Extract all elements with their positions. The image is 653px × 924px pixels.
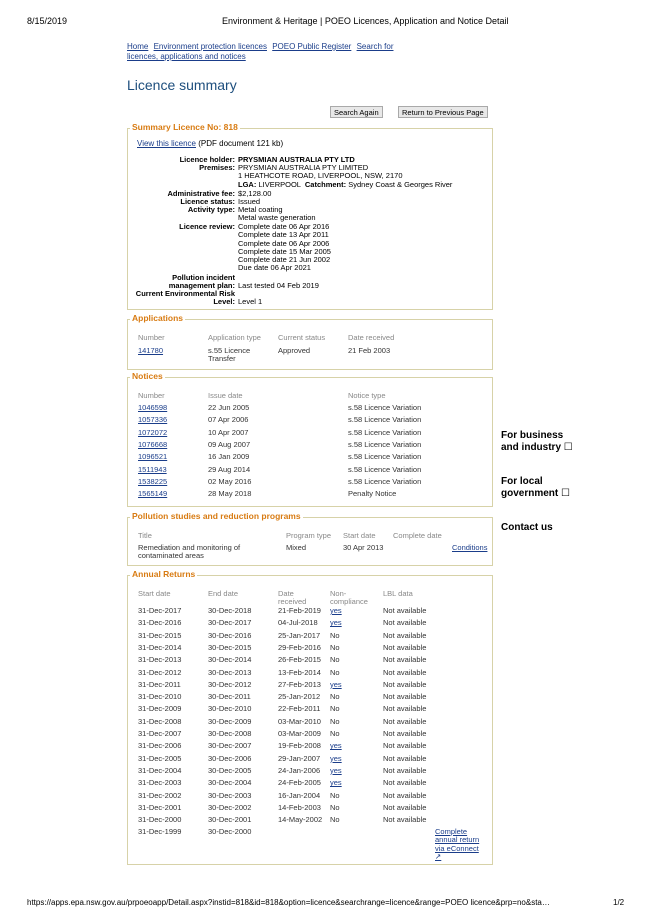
ar-received-date: 29-Jan-2007 bbox=[278, 753, 321, 763]
application-type-1: s.55 Licence bbox=[208, 346, 251, 355]
ar-received-date: 16-Jan-2004 bbox=[278, 790, 321, 800]
ar-end-date: 30-Dec-2001 bbox=[208, 815, 252, 825]
pollution-label-1: Pollution incident bbox=[172, 273, 235, 282]
page-title: Licence summary bbox=[127, 77, 237, 93]
ar-start-date: 31-Dec-2017 bbox=[138, 606, 182, 615]
econnect-line-3: via eConnect bbox=[435, 843, 479, 853]
print-title: Environment & Heritage | POEO Licences, Application and Notice Detail bbox=[222, 16, 509, 26]
notice-date: 10 Apr 2007 bbox=[208, 427, 249, 437]
app-col-status: Current status bbox=[278, 333, 326, 342]
fee-value: $2,128.00 bbox=[238, 189, 272, 198]
summary-fields bbox=[128, 156, 494, 311]
ar-noncompliance: No bbox=[330, 729, 340, 738]
ar-noncompliance-link[interactable]: yes bbox=[330, 765, 342, 775]
ar-noncompliance: No bbox=[330, 692, 340, 702]
study-col-start: Start date bbox=[343, 531, 376, 540]
ar-received-date: 13-Feb-2014 bbox=[278, 667, 321, 677]
ar-lbl-data: Not available bbox=[383, 704, 427, 714]
study-type: Mixed bbox=[286, 543, 307, 552]
premises-name: PRYSMIAN AUSTRALIA PTY LIMITED bbox=[238, 163, 369, 172]
econnect-link[interactable] bbox=[435, 828, 479, 861]
ar-end-date: 30-Dec-2011 bbox=[208, 692, 251, 702]
ar-start-date: 31-Dec-2016 bbox=[138, 618, 182, 628]
study-conditions-link[interactable]: Conditions bbox=[452, 543, 488, 552]
ar-noncompliance: No bbox=[330, 802, 340, 812]
ar-lbl-data: Not available bbox=[383, 642, 427, 652]
notice-type: s.58 Licence Variation bbox=[348, 476, 422, 486]
review-4: Complete date 15 Mar 2005 bbox=[238, 247, 331, 256]
breadcrumb-home-link[interactable]: Home bbox=[127, 42, 149, 51]
study-col-type: Program type bbox=[286, 531, 332, 540]
review-label: Licence review: bbox=[179, 222, 235, 231]
summary-section bbox=[127, 122, 493, 310]
ar-lbl-data: Not available bbox=[383, 753, 427, 763]
print-url: https://apps.epa.nsw.gov.au/prpoeoapp/Detail.aspx?instid=818&id=818&option=licence&searchrange=licence&range=POEO licence&prp=no&sta… bbox=[27, 898, 550, 907]
holder-value: PRYSMIAN AUSTRALIA PTY LTD bbox=[238, 155, 355, 164]
ar-col-received-2: received bbox=[278, 597, 307, 606]
ar-noncompliance: No bbox=[330, 655, 340, 665]
app-col-date: Date received bbox=[348, 333, 395, 342]
ar-start-date: 31-Dec-2011 bbox=[138, 679, 181, 689]
ar-noncompliance: No bbox=[330, 630, 340, 640]
ar-start-date: 31-Dec-2006 bbox=[138, 741, 182, 751]
notice-type: s.58 Licence Variation bbox=[348, 452, 422, 462]
notices-section bbox=[127, 371, 493, 507]
ar-lbl-data: Not available bbox=[383, 679, 427, 689]
notice-date: 29 Aug 2014 bbox=[208, 464, 251, 474]
app-col-number: Number bbox=[138, 333, 165, 342]
ar-end-date: 30-Dec-2003 bbox=[208, 790, 252, 800]
notice-type: s.58 Licence Variation bbox=[348, 464, 422, 474]
view-licence-link[interactable]: View this licence bbox=[137, 139, 196, 148]
ar-noncompliance: No bbox=[330, 790, 340, 800]
ar-lbl-data: Not available bbox=[383, 741, 427, 751]
annual-returns-heading: Annual Returns bbox=[132, 569, 196, 579]
sidebar-business-link[interactable] bbox=[501, 430, 573, 454]
ar-col-lbl: LBL data bbox=[383, 589, 413, 598]
sidebar-business-line-2: and industry bbox=[501, 442, 562, 453]
search-again-button[interactable]: Search Again bbox=[330, 106, 383, 118]
breadcrumb-env-link[interactable]: Environment protection licences bbox=[153, 42, 267, 51]
ar-received-date: 29-Feb-2016 bbox=[278, 642, 321, 652]
print-page-number: 1/2 bbox=[613, 898, 625, 907]
econnect-line-1: Complete bbox=[435, 827, 468, 836]
ar-received-date: 27-Feb-2013 bbox=[278, 679, 321, 689]
breadcrumb-register-link[interactable]: POEO Public Register bbox=[272, 42, 352, 51]
notice-type: s.58 Licence Variation bbox=[348, 427, 422, 437]
ar-col-nc-1: Non- bbox=[330, 589, 347, 598]
ar-noncompliance: No bbox=[330, 704, 340, 714]
application-type-2: Transfer bbox=[208, 354, 236, 363]
notice-date: 28 May 2018 bbox=[208, 489, 252, 499]
risk-label-1: Current Environmental Risk bbox=[135, 289, 235, 298]
return-previous-button[interactable]: Return to Previous Page bbox=[398, 106, 488, 118]
notice-number-link[interactable]: 1511943 bbox=[138, 464, 167, 474]
licence-number: 818 bbox=[223, 122, 238, 132]
expand-box-icon: ☐ bbox=[561, 488, 570, 499]
ar-end-date: 30-Dec-2018 bbox=[208, 606, 252, 615]
ar-end-date: 30-Dec-2015 bbox=[208, 642, 252, 652]
sidebar-local-line-1: For local bbox=[501, 476, 543, 487]
pollution-value: Last tested 04 Feb 2019 bbox=[238, 281, 319, 290]
ar-lbl-data: Not available bbox=[383, 716, 427, 726]
study-col-complete: Complete date bbox=[393, 531, 442, 540]
notice-date: 07 Apr 2006 bbox=[208, 415, 249, 425]
econnect-line-2: annual return bbox=[435, 835, 480, 845]
ar-lbl-data: Not available bbox=[383, 802, 427, 812]
sidebar-local-gov-link[interactable] bbox=[501, 476, 570, 500]
review-6: Due date 06 Apr 2021 bbox=[238, 263, 311, 272]
application-status: Approved bbox=[278, 346, 311, 355]
notice-type: s.58 Licence Variation bbox=[348, 415, 422, 425]
sidebar-local-line-2: government bbox=[501, 488, 559, 499]
ar-noncompliance-link[interactable]: yes bbox=[330, 753, 342, 763]
ar-start-date: 31-Dec-2010 bbox=[138, 692, 182, 702]
ar-end-date: 30-Dec-2000 bbox=[208, 827, 252, 837]
ar-start-date: 31-Dec-2000 bbox=[138, 815, 182, 825]
summary-heading bbox=[130, 122, 240, 132]
notice-type: s.58 Licence Variation bbox=[348, 439, 422, 449]
ar-start-date: 31-Dec-2008 bbox=[138, 716, 182, 726]
ar-received-date: 14-May-2002 bbox=[278, 815, 323, 825]
view-licence-row bbox=[137, 139, 283, 148]
sidebar-contact-link[interactable]: Contact us bbox=[501, 522, 553, 533]
ar-noncompliance: No bbox=[330, 642, 340, 652]
ar-end-date: 30-Dec-2016 bbox=[208, 630, 252, 640]
risk-value: Level 1 bbox=[238, 297, 263, 306]
ar-col-end: End date bbox=[208, 589, 239, 598]
review-2: Complete date 13 Apr 2011 bbox=[238, 230, 329, 239]
ar-lbl-data: Not available bbox=[383, 815, 427, 825]
ar-end-date: 30-Dec-2004 bbox=[208, 778, 252, 788]
ar-start-date: 31-Dec-2015 bbox=[138, 630, 182, 640]
notice-number-link[interactable]: 1538225 bbox=[138, 476, 168, 486]
breadcrumb-search-link[interactable]: Search for licences, applications and notices bbox=[127, 42, 394, 61]
lga-value: LIVERPOOL bbox=[258, 180, 301, 189]
notice-col-type: Notice type bbox=[348, 391, 386, 400]
review-1: Complete date 06 Apr 2016 bbox=[238, 222, 330, 231]
ar-lbl-data: Not available bbox=[383, 692, 427, 702]
ar-noncompliance: No bbox=[330, 815, 340, 825]
ar-end-date: 30-Dec-2007 bbox=[208, 741, 252, 751]
ar-received-date: 25-Jan-2017 bbox=[278, 630, 321, 640]
ar-noncompliance: No bbox=[330, 667, 340, 677]
ar-received-date: 26-Feb-2015 bbox=[278, 655, 321, 665]
print-date: 8/15/2019 bbox=[27, 16, 68, 26]
study-start: 30 Apr 2013 bbox=[343, 543, 384, 552]
ar-start-date: 31-Dec-2012 bbox=[138, 667, 182, 677]
pollution-label-2: management plan: bbox=[168, 281, 235, 290]
ar-start-date: 31-Dec-2004 bbox=[138, 765, 182, 775]
activity-label: Activity type: bbox=[187, 205, 235, 214]
ar-end-date: 30-Dec-2013 bbox=[208, 667, 252, 677]
ar-start-date: 31-Dec-2009 bbox=[138, 704, 182, 714]
studies-section bbox=[127, 511, 493, 566]
review-3: Complete date 06 Apr 2006 bbox=[238, 239, 330, 248]
notice-type: Penalty Notice bbox=[348, 489, 397, 499]
notice-number-link[interactable]: 1057336 bbox=[138, 415, 168, 425]
application-number-link[interactable]: 141780 bbox=[138, 346, 164, 355]
ar-noncompliance-link[interactable]: yes bbox=[330, 778, 342, 788]
ar-end-date: 30-Dec-2017 bbox=[208, 618, 252, 628]
catchment-value: Sydney Coast & Georges River bbox=[348, 180, 453, 189]
ar-end-date: 30-Dec-2010 bbox=[208, 704, 252, 714]
study-col-title: Title bbox=[138, 531, 152, 540]
ar-received-date: 03-Mar-2009 bbox=[278, 729, 321, 738]
ar-col-start: Start date bbox=[138, 589, 171, 598]
ar-end-date: 30-Dec-2014 bbox=[208, 655, 252, 665]
ar-received-date: 19-Feb-2008 bbox=[278, 741, 321, 751]
ar-received-date: 03-Mar-2010 bbox=[278, 716, 321, 726]
notice-date: 22 Jun 2005 bbox=[208, 403, 250, 412]
ar-received-date: 21-Feb-2019 bbox=[278, 606, 321, 615]
ar-end-date: 30-Dec-2006 bbox=[208, 753, 252, 763]
breadcrumb bbox=[127, 42, 397, 62]
ar-received-date: 25-Jan-2012 bbox=[278, 692, 321, 702]
ar-lbl-data: Not available bbox=[383, 618, 427, 628]
notice-number-link[interactable]: 1076668 bbox=[138, 439, 168, 449]
ar-lbl-data: Not available bbox=[383, 655, 427, 665]
notice-number-link[interactable]: 1046598 bbox=[138, 403, 168, 412]
fee-label: Administrative fee: bbox=[167, 189, 235, 198]
notices-heading: Notices bbox=[132, 371, 163, 381]
ar-received-date: 22-Feb-2011 bbox=[278, 704, 321, 714]
ar-end-date: 30-Dec-2002 bbox=[208, 802, 252, 812]
studies-heading: Pollution studies and reduction programs bbox=[132, 511, 301, 521]
risk-label-2: Level: bbox=[213, 297, 235, 306]
ar-col-nc-2: compliance bbox=[330, 597, 368, 606]
notice-date: 02 May 2016 bbox=[208, 476, 252, 486]
ar-start-date: 31-Dec-1999 bbox=[138, 827, 182, 837]
sidebar-business-line-1: For business bbox=[501, 430, 564, 441]
premises-label: Premises: bbox=[199, 163, 235, 172]
view-licence-note: (PDF document 121 kb) bbox=[198, 139, 284, 148]
ar-col-received-1: Date bbox=[278, 589, 294, 598]
ar-start-date: 31-Dec-2013 bbox=[138, 655, 182, 665]
notice-col-number: Number bbox=[138, 391, 165, 400]
catchment-label: Catchment: bbox=[304, 180, 347, 189]
ar-start-date: 31-Dec-2001 bbox=[138, 802, 182, 812]
ar-lbl-data: Not available bbox=[383, 778, 427, 788]
ar-start-date: 31-Dec-2005 bbox=[138, 753, 182, 763]
ar-noncompliance-link[interactable]: yes bbox=[330, 606, 342, 615]
ar-lbl-data: Not available bbox=[383, 606, 427, 615]
status-label: Licence status: bbox=[180, 197, 235, 206]
ar-noncompliance-link[interactable]: yes bbox=[330, 741, 342, 751]
ar-start-date: 31-Dec-2002 bbox=[138, 790, 182, 800]
ar-lbl-data: Not available bbox=[383, 630, 427, 640]
study-title-2: contaminated areas bbox=[138, 551, 204, 560]
review-5: Complete date 21 Jun 2002 bbox=[238, 255, 331, 264]
notice-number-link[interactable]: 1072072 bbox=[138, 427, 168, 437]
applications-heading: Applications bbox=[132, 313, 184, 323]
ar-lbl-data: Not available bbox=[383, 790, 427, 800]
ar-received-date: 04-Jul-2018 bbox=[278, 618, 318, 628]
ar-lbl-data: Not available bbox=[383, 765, 427, 775]
ar-received-date: 14-Feb-2003 bbox=[278, 802, 321, 812]
notice-number-link[interactable]: 1096521 bbox=[138, 452, 168, 462]
application-date: 21 Feb 2003 bbox=[348, 346, 391, 355]
ar-end-date: 30-Dec-2008 bbox=[208, 729, 252, 738]
lga-label: LGA: bbox=[238, 180, 257, 189]
ar-start-date: 31-Dec-2007 bbox=[138, 729, 182, 738]
summary-heading-label: Summary Licence No: bbox=[132, 122, 222, 132]
external-link-icon: ↗ bbox=[435, 851, 442, 861]
notice-type: s.58 Licence Variation bbox=[348, 403, 422, 412]
notice-date: 09 Aug 2007 bbox=[208, 439, 251, 449]
activity-1: Metal coating bbox=[238, 205, 283, 214]
expand-box-icon: ☐ bbox=[563, 442, 573, 453]
ar-start-date: 31-Dec-2014 bbox=[138, 642, 182, 652]
ar-received-date: 24-Feb-2005 bbox=[278, 778, 321, 788]
notice-col-date: Issue date bbox=[208, 391, 243, 400]
status-value: Issued bbox=[238, 197, 261, 206]
applications-section bbox=[127, 313, 493, 370]
holder-label: Licence holder: bbox=[179, 155, 235, 164]
annual-returns-section bbox=[127, 569, 493, 865]
ar-lbl-data: Not available bbox=[383, 729, 427, 738]
ar-end-date: 30-Dec-2009 bbox=[208, 716, 252, 726]
ar-noncompliance: No bbox=[330, 716, 340, 726]
ar-end-date: 30-Dec-2012 bbox=[208, 679, 252, 689]
notice-number-link[interactable]: 1565149 bbox=[138, 489, 168, 499]
notice-date: 16 Jan 2009 bbox=[208, 452, 250, 462]
study-title-1: Remediation and monitoring of bbox=[138, 543, 241, 552]
app-col-type: Application type bbox=[208, 333, 261, 342]
premises-address: 1 HEATHCOTE ROAD, LIVERPOOL, NSW, 2170 bbox=[238, 171, 403, 180]
ar-received-date: 24-Jan-2006 bbox=[278, 765, 321, 775]
ar-lbl-data: Not available bbox=[383, 667, 427, 677]
ar-end-date: 30-Dec-2005 bbox=[208, 765, 252, 775]
ar-start-date: 31-Dec-2003 bbox=[138, 778, 182, 788]
ar-noncompliance-link[interactable]: yes bbox=[330, 618, 342, 628]
ar-noncompliance-link[interactable]: yes bbox=[330, 679, 342, 689]
activity-2: Metal waste generation bbox=[238, 213, 316, 222]
